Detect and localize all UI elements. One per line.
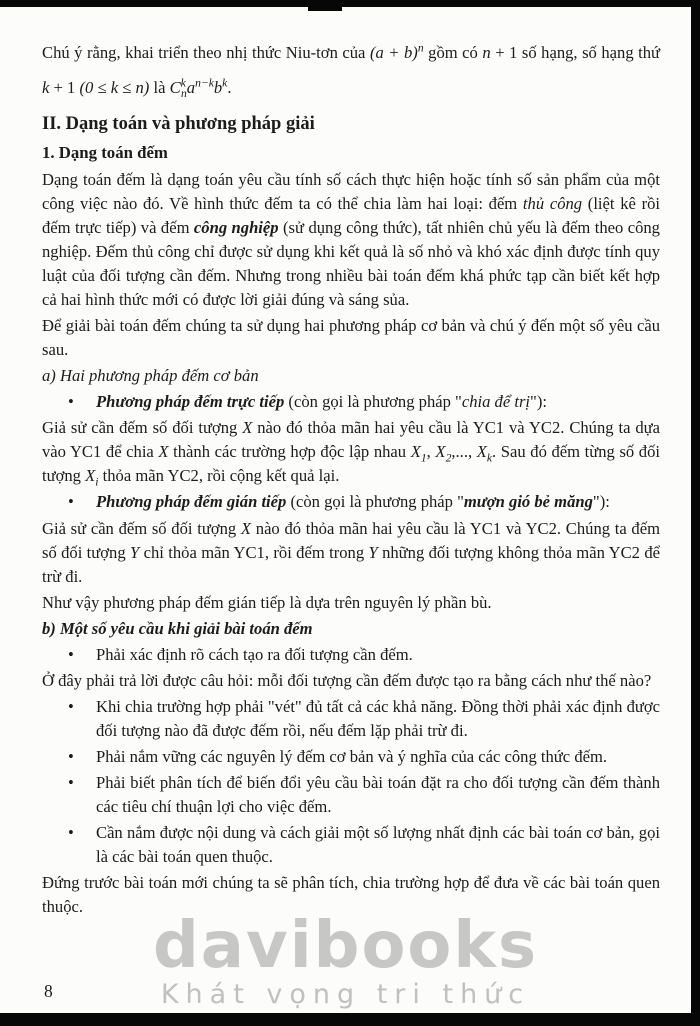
bullet-analyze-transform	[68, 771, 660, 819]
bullet-text: Phương pháp đếm gián tiếp (còn gọi là phương pháp "mượn gió bẻ măng"):	[96, 492, 610, 512]
scan-edge-top	[0, 0, 700, 7]
subsection-heading: 1. Dạng toán đếm	[42, 142, 168, 162]
bullet-text: Khi chia trường hợp phải "vét" đủ tất cả các khả năng. Đồng thời phải xác định được đối tượng nào đã được đếm rồi, nếu đếm lặp phải trừ đi.	[96, 696, 660, 740]
bullet-icon: •	[68, 772, 74, 792]
bullet-icon: •	[68, 823, 74, 843]
label-a-two-basic-methods: a) Hai phương pháp đếm cơ bản	[42, 366, 259, 386]
bullet-icon: •	[68, 696, 74, 716]
section-heading: II. Dạng toán và phương pháp giải	[42, 113, 315, 134]
bullet-text: Cần nắm được nội dung và cách giải một số lượng nhất định các bài toán cơ bản, gọi là các bài toán quen thuộc.	[96, 823, 660, 867]
label-b-requirements: b) Một số yêu cầu khi giải bài toán đếm	[42, 618, 313, 638]
paragraph-direct-method: Giả sử cần đếm số đối tượng X nào đó thỏa mãn hai yêu cầu là YC1 và YC2. Chúng ta dựa vào YC1 để chia X thành các trường hợp độc lập nhau $X_1$, $X_2$,..., $X_k$. Sau đó đếm từng số đối tượng $X_i$ thỏa mãn YC2, rồi cộng kết quả lại.	[42, 418, 661, 489]
bullet-text: Phải nắm vững các nguyên lý đếm cơ bản và ý nghĩa của các công thức đếm.	[96, 746, 608, 766]
intro-note: Chú ý rằng, khai triển theo nhị thức Niu-tơn của $(a + b)^n$ gồm có n + 1 số hạng, số hạng thứ k + 1 (0 ≤ k ≤ n) là $C^k_na^{n-k}b^k$.	[42, 41, 661, 101]
bullet-define-object	[68, 643, 660, 667]
watermark	[0, 909, 691, 1011]
bullet-familiar-problems	[68, 821, 660, 869]
scan-edge-bottom	[0, 1013, 700, 1026]
paragraph-complement-note: Như vậy phương pháp đếm gián tiếp là dựa trên nguyên lý phần bù.	[42, 592, 492, 612]
bullet-text: Phải xác định rõ cách tạo ra đối tượng cần đếm.	[96, 644, 413, 664]
bullet-icon: •	[68, 746, 74, 766]
bullet-icon: •	[68, 644, 74, 664]
bullet-icon: •	[68, 492, 74, 512]
bullet-text: Phương pháp đếm trực tiếp (còn gọi là phương pháp "chia để trị"):	[96, 392, 547, 412]
bullet-exhaust-cases	[68, 695, 660, 743]
paragraph-closing: Đứng trước bài toán mới chúng ta sẽ phân tích, chia trường hợp để đưa về các bài toán quen thuộc.	[42, 873, 660, 917]
paragraph-question: Ở đây phải trả lời được câu hỏi: mỗi đối tượng cần đếm được tạo ra bằng cách như thế nào?	[42, 670, 652, 690]
page-content	[42, 36, 660, 921]
paragraph-two-methods: Để giải bài toán đếm chúng ta sử dụng hai phương pháp cơ bản và chú ý đến một số yêu cầu sau.	[42, 316, 660, 360]
paragraph-indirect-method: Giả sử cần đếm số đối tượng X nào đó thỏa mãn hai yêu cầu là YC1 và YC2. Chúng ta đếm số đối tượng Y chỉ thỏa mãn YC1, rồi đếm trong Y những đối tượng không thỏa mãn YC2 để trừ đi.	[42, 518, 661, 586]
paragraph-counting-intro: Dạng toán đếm là dạng toán yêu cầu tính số cách thực hiện hoặc tính số sản phẩm của một công việc nào đó. Về hình thức đếm ta có thể chia làm hai loại: đếm thủ công (liệt kê rồi đếm trực tiếp) và đếm công nghiệp (sử dụng công thức), tất nhiên chủ yếu là đếm theo công nghiệp. Đếm thủ công chỉ được sử dụng khi kết quả là số nhỏ và khó xác định được tính quy luật của đối tượng cần đếm. Nhưng trong nhiều bài toán đếm khá phức tạp cần biết kết hợp cả hai hình thức mới có được lời giải đúng và sáng sủa.	[42, 169, 661, 310]
bullet-text: Phải biết phân tích để biến đổi yêu cầu bài toán đặt ra cho đối tượng cần đếm thành các tiêu chí thuận lợi cho việc đếm.	[96, 772, 660, 817]
bullet-master-principles	[68, 745, 660, 769]
page-number: 8	[44, 981, 53, 1001]
watermark-slogan: Khát vọng tri thức	[160, 979, 531, 1011]
scan-edge-right	[691, 0, 700, 1026]
watermark-brand: davibooks	[152, 909, 539, 984]
bullet-indirect-method	[68, 490, 660, 514]
bullet-icon: •	[68, 392, 74, 412]
bullet-direct-method	[68, 390, 660, 414]
